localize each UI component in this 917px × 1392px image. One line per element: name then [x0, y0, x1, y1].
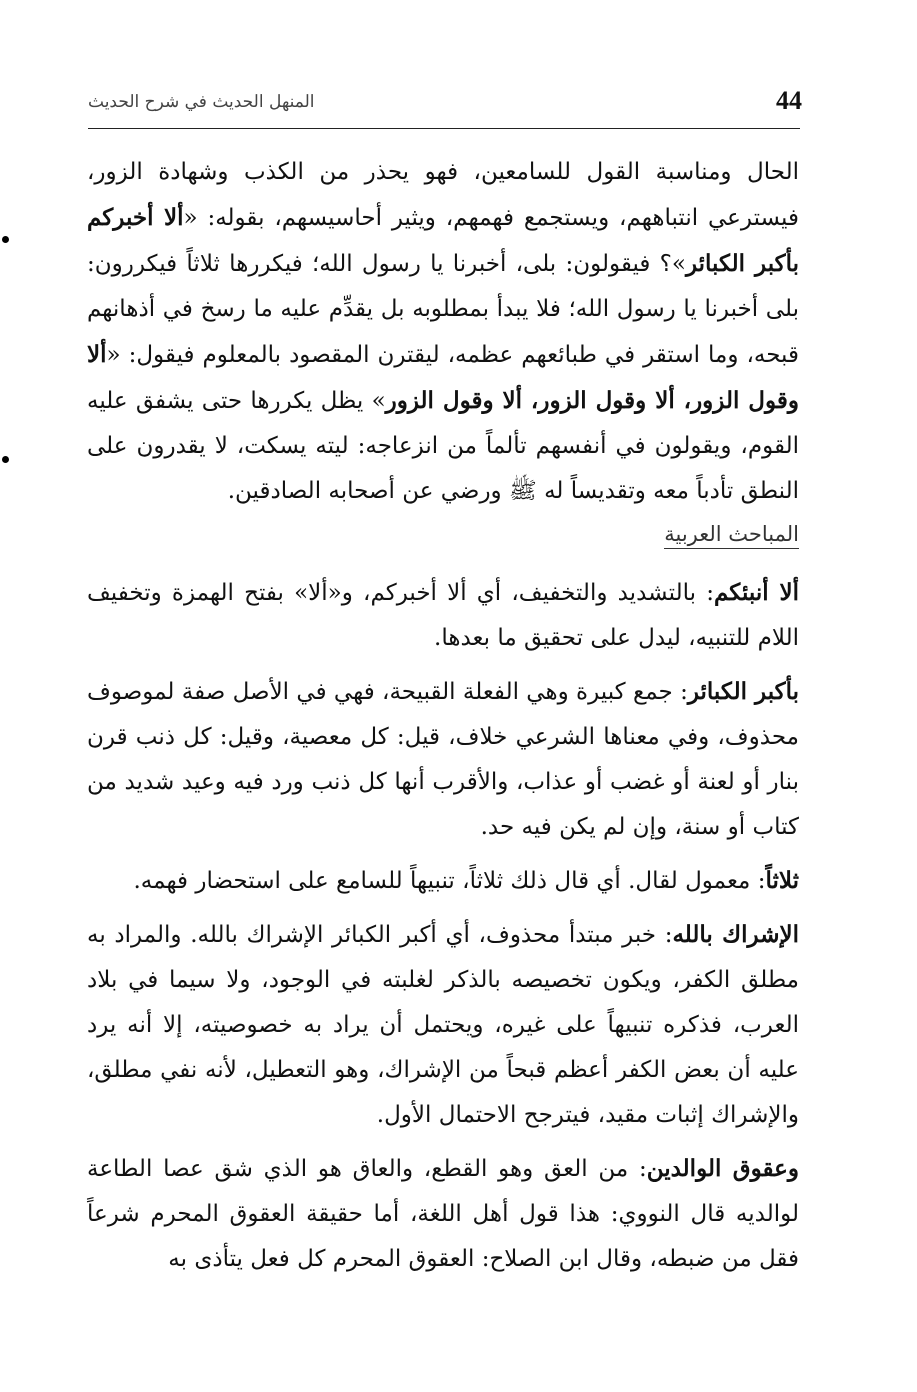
intro-paragraph: [87, 150, 799, 514]
intro-text-1: الحال ومناسبة القول للسامعين، فهو يحذر من الكذب وشهادة الزور، فيسترعي انتباههم، ويستجمع فهمهم، ويثير أحاسيسهم، بقوله: «: [87, 159, 799, 231]
entry-term: الإشراك بالله: [672, 921, 799, 948]
entries-block: [87, 570, 799, 1282]
page-number: 44: [776, 86, 802, 115]
intro-quote-2: ألا وقول الزور، ألا وقول الزور، ألا وقول الزور: [87, 341, 799, 414]
entry-text: : جمع كبيرة وهي الفعلة القبيحة، فهي في الأصل صفة لموصوف محذوف، وفي معناها الشرعي خلاف، قيل: كل معصية، وقيل: كل ذنب قرن بنار أو لعنة أو غضب أو عذاب، والأقرب أنها كل ذنب ورد فيه وعيد شديد من كتاب أو سنة، وإن لم يكن فيه حد.: [87, 679, 799, 840]
intro-text-3: » يظل يكررها حتى يشفق عليه القوم، ويقولون في أنفسهم تألماً من انزعاجه: ليته يسكت، لا يقدرون على النطق تأدباً معه وتقديساً له ﷺ ورضي عن أصحابه الصادقين.: [87, 388, 799, 504]
entry-paragraph: [87, 912, 799, 1138]
running-title: المنهل الحديث في شرح الحديث: [88, 92, 315, 112]
entry-paragraph: [87, 858, 799, 904]
entry-term: ألا أنبئكم: [713, 579, 800, 606]
entry-term: بأكبر الكبائر: [687, 678, 799, 705]
entry-term: ثلاثاً: [765, 867, 799, 894]
entry-term: وعقوق الوالدين: [646, 1155, 799, 1182]
intro-quote-1: ألا أخبركم بأكبر الكبائر: [87, 204, 799, 277]
entry-paragraph: [87, 1146, 799, 1282]
entry-paragraph: [87, 669, 799, 850]
intro-text-2: »؟ فيقولون: بلى، أخبرنا يا رسول الله؛ فيكررها ثلاثاً فيكررون: بلى أخبرنا يا رسول الله؛ فلا يبدأ بمطلوبه بل يقدِّم عليه ما رسخ في أذهانهم قبحه، وما استقر في طبائعهم عظمه، ليقترن المقصود بالمعلوم فيقول: «: [87, 251, 799, 368]
entry-paragraph: [87, 570, 799, 661]
entry-text: : معمول لقال. أي قال ذلك ثلاثاً، تنبيهاً للسامع على استحضار فهمه.: [133, 868, 766, 894]
entry-text: : خبر مبتدأ محذوف، أي أكبر الكبائر الإشراك بالله. والمراد به مطلق الكفر، ويكون تخصيصه بالذكر لغلبته في الوجود، ولا سيما في بلاد العرب، فذكره تنبيهاً على غيره، ويحتمل أن يراد به خصوصيته، إلا أنه يرد عليه أن بعض الكفر أعظم قبحاً من الإشراك، وهو التعطيل، لأنه نفي مطلق، والإشراك إثبات مقيد، فيترجح الاحتمال الأول.: [87, 922, 799, 1128]
section-title: المباحث العربية: [664, 522, 799, 549]
margin-mark-bottom: [2, 456, 9, 463]
entry-text: : من العق وهو القطع، والعاق هو الذي شق عصا الطاعة لوالديه قال النووي: هذا قول أهل اللغة، أما حقيقة العقوق المحرم شرعاً فقل من ضبطه، وقال ابن الصلاح: العقوق المحرم كل فعل يتأذى به: [87, 1156, 799, 1272]
header-rule: [88, 128, 800, 129]
margin-mark-top: [2, 236, 9, 243]
page-header: [88, 86, 802, 126]
intro-block: [87, 150, 799, 514]
entry-text: : بالتشديد والتخفيف، أي ألا أخبركم، و«ألا» بفتح الهمزة وتخفيف اللام للتنبيه، ليدل على تحقيق ما بعدها.: [87, 580, 799, 651]
